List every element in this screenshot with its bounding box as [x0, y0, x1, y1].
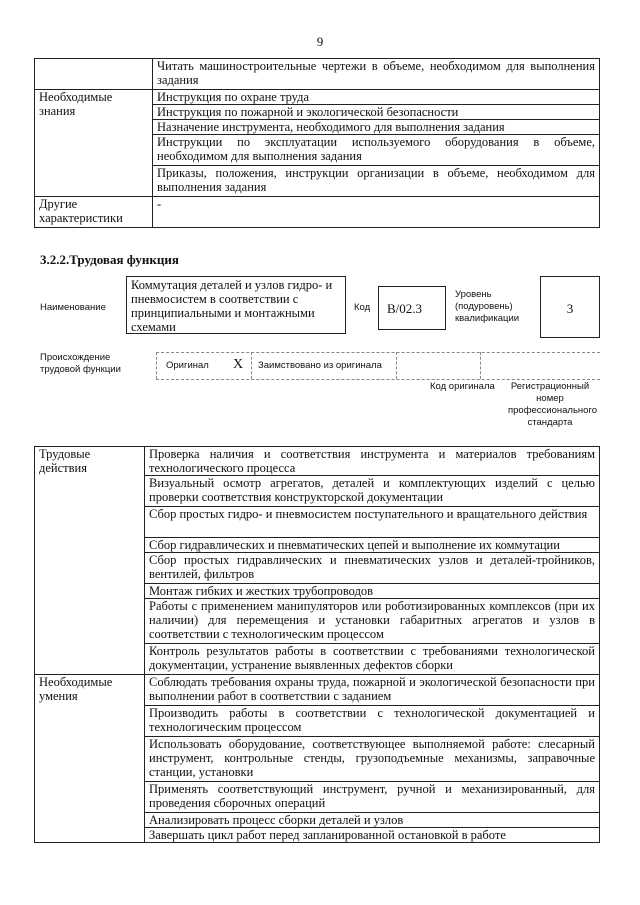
- original-option: Оригинал: [166, 360, 209, 371]
- level-box: [540, 276, 600, 338]
- original-code-caption: Код оригинала: [430, 381, 495, 392]
- table-cell: Использовать оборудование, соответствующее выполняемой работе: слесарный инструмент, контрольные стенды, грузоподъемные механизмы, заправочные станции, установки: [145, 737, 600, 782]
- level-value: 3: [566, 301, 574, 316]
- actions-label: Трудовые действия: [35, 447, 145, 675]
- section-heading: 3.2.2.Трудовая функция: [40, 252, 179, 267]
- table-cell: Сбор простых гидравлических и пневматических узлов и деталей-тройников, вентилей, фильтров: [145, 553, 600, 584]
- origin-label: Происхождение трудовой функции: [40, 352, 121, 375]
- page-number: 9: [316, 34, 324, 49]
- table-row: [35, 90, 600, 105]
- table-cell: Приказы, положения, инструкции организации в объеме, необходимом для выполнения задания: [153, 166, 600, 197]
- table-cell: Проверка наличия и соответствия инструмента и материалов требованиям технологического процесса: [145, 447, 600, 476]
- function-name-box: [126, 276, 346, 334]
- origin-divider-4: [480, 352, 481, 379]
- table-row: [35, 59, 600, 90]
- table-cell: Инструкция по охране труда: [153, 90, 600, 105]
- knowledge-table: [34, 58, 600, 228]
- knowledge-label: Необходимые знания: [35, 90, 153, 197]
- original-mark: X: [233, 357, 244, 372]
- other-value: -: [153, 197, 600, 228]
- borrowed-option: Заимствовано из оригинала: [258, 360, 382, 371]
- table-cell: Сбор простых гидро- и пневмосистем поступательного и вращательного действия: [145, 507, 600, 538]
- table-cell: Назначение инструмента, необходимого для выполнения задания: [153, 120, 600, 135]
- name-label: Наименование: [40, 302, 106, 313]
- table-cell: Анализировать процесс сборки деталей и узлов: [145, 813, 600, 828]
- table-cell: Визуальный осмотр агрегатов, деталей и комплектующих изделий с целью проверки соответствия конструкторской документации: [145, 476, 600, 507]
- code-box: [378, 286, 446, 330]
- origin-divider-2: [251, 352, 252, 379]
- table-row: [35, 675, 600, 706]
- reg-number-caption: Регистрационный номер профессионального стандарта: [508, 381, 597, 428]
- code-label: Код: [354, 302, 371, 313]
- table-cell: Монтаж гибких и жестких трубопроводов: [145, 584, 600, 599]
- table-cell: Контроль результатов работы в соответствии с требованиями технологической документации, устранение выявленных дефектов сборки: [145, 644, 600, 675]
- origin-top-line: [156, 352, 600, 353]
- level-label: Уровень (подуровень) квалификации: [455, 289, 520, 324]
- table-cell: Завершать цикл работ перед запланированной остановкой в работе: [145, 828, 600, 843]
- table-cell: Применять соответствующий инструмент, ручной и механизированный, для проведения сборочных операций: [145, 782, 600, 813]
- table-row: [35, 447, 600, 476]
- other-label: Другие характеристики: [35, 197, 153, 228]
- table-row: [35, 197, 600, 228]
- table-cell: Производить работы в соответствии с технологической документацией и технологическим процессом: [145, 706, 600, 737]
- table-cell: Читать машиностроительные чертежи в объеме, необходимом для выполнения задания: [153, 59, 600, 90]
- function-table: [34, 446, 600, 843]
- skills-label: Необходимые умения: [35, 675, 145, 843]
- origin-divider-1: [156, 352, 157, 379]
- table-cell: Работы с применением манипуляторов или роботизированных комплексов (при их наличии) для перемещения и установки габаритных агрегатов и узлов в соответствии с технологическим процессом: [145, 599, 600, 644]
- table-cell: Соблюдать требования охраны труда, пожарной и экологической безопасности при выполнении работ в соответствии с заданием: [145, 675, 600, 706]
- origin-bottom-line: [156, 379, 600, 380]
- table-cell: Сбор гидравлических и пневматических цепей и выполнение их коммутации: [145, 538, 600, 553]
- table-cell: Инструкция по пожарной и экологической безопасности: [153, 105, 600, 120]
- function-name: Коммутация деталей и узлов гидро- и пневмосистем в соответствии с принципиальными и монтажными схемами: [131, 278, 333, 334]
- origin-divider-3: [396, 352, 397, 379]
- table-cell: Инструкции по эксплуатации используемого оборудования в объеме, необходимом для выполнения задания: [153, 135, 600, 166]
- code-value: B/02.3: [387, 301, 423, 316]
